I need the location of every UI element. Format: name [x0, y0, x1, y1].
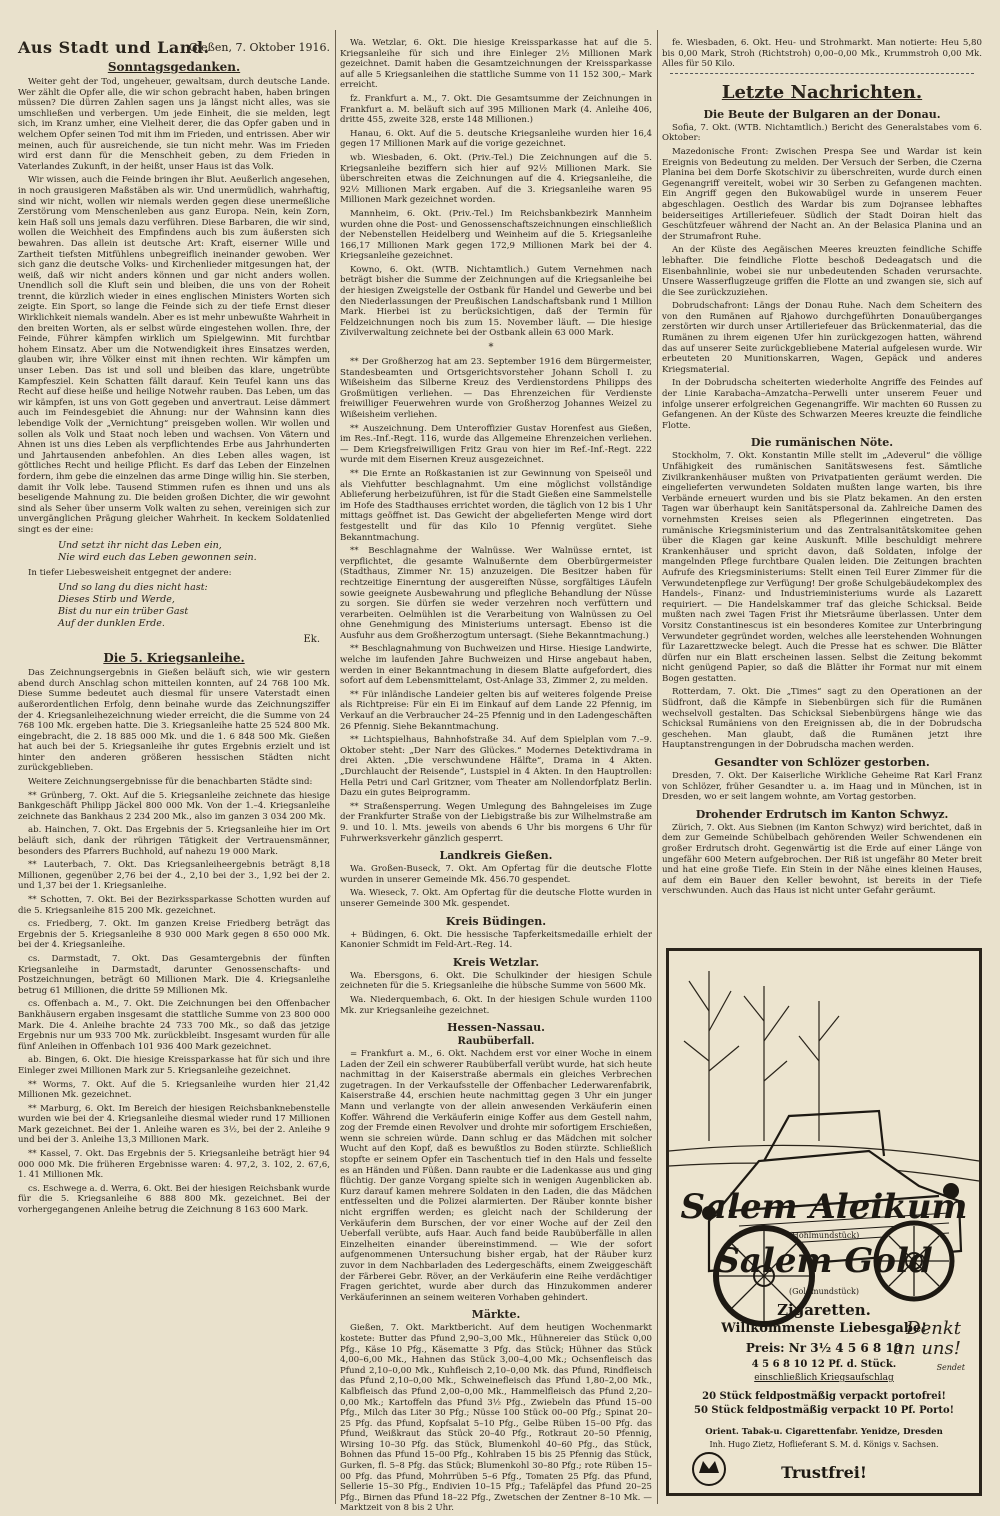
news-item: Kowno, 6. Okt. (WTB. Nichtamtlich.) Gutem Vernehmen nach beträgt bisher die Summe der Zeichnungen auf die Kriegsanleihe bei der hiesigen Zweigstelle der Ostbank für Handel und Gewerbe und bei den Niederlassungen der Preußischen Landschaftsbank rund 1 Million Mark. Hierbei ist zu berücksichtigen, daß der Termin für Feldzeichnungen noch bis zum 15. November läuft. — Die hiesige Zivilverwaltung zeichnete bei der Ostbank allein 63 000 Mark. — [340, 264, 652, 339]
news-item: ** Der Großherzog hat am 23. September 1916 dem Bürgermeister, Standesbeamten und Ortsgerichtsvorsteher Johann Scholl I. zu Wißeisheim das Silberne Kreuz des Verdienstordens Philipps des Großmütigen verliehen. — Das Ehrenzeichen für Verdienste freiwilliger Feuerwehren wurde von Großherzog Johannes Weizel zu Wißeisheim verliehen. — [340, 357, 652, 420]
news-item: + Büdingen, 6. Okt. Die hessische Tapferkeitsmedaille erhielt der Kanonier Schmidt im Feld-Art.-Reg. 14. — [340, 929, 652, 951]
ad-offer: 50 Stück feldpostmäßig verpackt 10 Pf. Porto! — [693, 1405, 955, 1416]
news-item: Wa. Wieseck, 7. Okt. Am Opfertag für die deutsche Flotte wurden in unserer Gemeinde 300 Mk. gespendet. — [340, 888, 652, 909]
ad-maker: Orient. Tabak-u. Cigarettenfabr. Yenidze, Dresden — [705, 1427, 943, 1437]
brand-salem-gold: Salem Gold — [715, 1241, 933, 1281]
news-item: ** Worms, 7. Okt. Auf die 5. Kriegsanleihe wurden hier 21,42 Millionen Mk. gezeichnet. — [18, 1079, 330, 1101]
ad-tagline: Willkommenste Liebesgabe! — [721, 1321, 927, 1336]
market-report: Gießen, 7. Okt. Marktbericht. Auf dem heutigen Wochenmarkt kostete: Butter das Pfund 2,90–3,00 Mk., Hühnereier das Stück 0,00 Pfg., Käse 10 Pfg., Käsematte 3 Pfg. das Stück; Hühner das Stück 4,00–6,00 Mk., Hahnen das Stück 3,00–4,00 Mk.; Ochsenfleisch das Pfund 2,10–0,00 Mk., Kuhfleisch 2,10–0,00 Mk. das Pfund, Rindfleisch das Pfund 2,10–0,00 Mk., Schweinefleisch das Pfund 1,80–2,00 Mk., Kalbfleisch das Pfund 2,00–0,00 Mk., Hammelfleisch das Pfund 2,20–0,00 Mk.; Kartoffeln das Pfund 3½ Pfg., Zwiebeln das Pfund 15–00 Pfg., Milch das Liter 30 Pfg.; Nüsse 100 Stück 00–00 Pfg.; Spinat 20–25 Pfg. das Pfund, Kopfsalat 5–10 Pfg., Gelbe Rüben 15–00 Pfg. das Pfund, Weißkraut das Stück 20–40 Pfg., Rotkraut 20–50 Pfennig, Wirsing 10–30 Pfg. das Stück, Blumenkohl 40–60 Pfg., das Stück, Bohnen das Pfund 15–00 Pfg., Kohlraben 15 bis 25 Pfennig das Stück, Gurken, fl. 5–8 Pfg. das Stück; Blumenkohl 30–80 Pfg.; rote Rüben 15–00 Pfg. das Pfund, Mohrrüben 5–6 Pfg., Tomaten 25 Pfg. das Pfund, Sellerie 15–30 Pfg., Endivien 10–15 Pfg.; Tafeläpfel das Pfund 20–25 Pfg., Birnen das Pfund 18–22 Pfg., Zwetschen der Zentner 8–10 Mk. — Marktzeit von 8 bis 2 Uhr. — [340, 1323, 652, 1514]
heading-erdrutsch: Drohender Erdrutsch im Kanton Schwyz. — [695, 807, 949, 821]
news-item: ** Kassel, 7. Okt. Das Ergebnis der 5. Kriegsanleihe beträgt hier 94 000 000 Mk. Die früheren Ergebnisse waren: 4. 97,2, 3. 102, 2. 67,6, 1. 41 Millionen Mk. — [18, 1149, 330, 1181]
heading-hessen-nassau: Hessen-Nassau. — [447, 1021, 545, 1035]
news-item: fe. Wiesbaden, 6. Okt. Heu- und Strohmarkt. Man notierte: Heu 5,80 bis 0,00 Mark, Stroh (Richtstroh) 0,00–0,00 Mk., Krummstroh 0,00 Mk. Alles für 50 Kilo. — [662, 38, 982, 70]
news-item: ** Beschlagnahme der Walnüsse. Wer Walnüsse erntet, ist verpflichtet, die gesamte Walnußernte dem Oberbürgermeister (Stadthaus, Zimmer Nr. 15) anzuzeigen. Die Besitzer haben für rechtzeitige Einerntung der ausgereiften Nüsse, sorgfältiges Läufeln sowie geeignete Ausbewahrung und pflegliche Behandlung der Nüsse zu sorgen. Sie dürfen sie weder verzehren noch verfüttern und verarbeiten. Oelmühlen ist die Verarbeitung von Walnüssen zu Oel ohne Genehmigung des Ministeriums untersagt. Ebenso ist die Ausfuhr aus dem Großherzogtum untersagt. (Siehe Bekanntmachung.) — [340, 546, 652, 641]
poem-line: Und setzt ihr nicht das Leben ein, — [58, 539, 222, 551]
price-label: Preis: Nr — [745, 1341, 807, 1355]
news-item: In der Dobrudscha scheiterten wiederholte Angriffe des Feindes auf der Linie Karabacha–Amzatcha–Perwelli unter unserem Feuer und infolge unserer erfolgreichen Gegenangriffe. Wir machten 60 Russen zu Gefangenen. An der Küste des Schwarzen Meeres kreuzte die feindliche Flotte. — [662, 378, 982, 431]
poem-line: Bist du nur ein trüber Gast — [58, 606, 189, 618]
poem-verse — [58, 582, 330, 630]
ad-price-row — [669, 1341, 979, 1355]
news-item: Sofia, 7. Okt. (WTB. Nichtamtlich.) Bericht des Generalstabes vom 6. Oktober: — [662, 122, 982, 144]
news-item: ** Lichtspielhaus, Bahnhofstraße 34. Auf dem Spielplan vom 7.–9. Oktober steht: „Der Narr des Glückes.“ Modernes Detektivdrama in drei Akten. „Die verschwundene Hälfte“, Drama in 4 Akten. „Durchlaucht der Reisende“, Lustspiel in 4 Akten. In den Hauptrollen: Hella Petri und Carl Gritzner, vom Theater am Nollendorfplatz Berlin. Dazu ein gutes Beiprogramm. — [340, 735, 652, 799]
news-item: ** Grünberg, 7. Okt. Auf die 5. Kriegsanleihe zeichnete das hiesige Bankgeschäft Philipp Jäckel 800 000 Mk. Von der 1.–4. Kriegsanleihe zeichnete das Bankhaus 2 234 200 Mk., also im ganzen 3 034 200 Mk. — [18, 790, 330, 822]
news-item: ** Schotten, 7. Okt. Bei der Bezirkssparkasse Schotten wurden auf die 5. Kriegsanleihe 815 200 Mk. gezeichnet. — [18, 895, 330, 916]
news-item: Dobrudschafront: Längs der Donau Ruhe. Nach dem Scheitern des von den Rumänen auf Rjahowo durchgeführten Donauüberganges zerstörten wir durch unser Artilleriefeuer das Brückenmaterial, das die Rumänen zu ihrem eigenen Ufer hin zurückgezogen hatten, während das auf unserer Seite zurückgebliebene Material aufgelesen wurde. Wir erbeuteten 20 Munitionskarren, Wagen, Gepäck und anderes Kriegsmaterial. — [662, 301, 982, 375]
ad-offer: 20 Stück feldpostmäßig verpackt portofrei! — [702, 1391, 946, 1402]
news-item: Rotterdam, 7. Okt. Die „Times“ sagt zu den Operationen an der Südfront, daß die Kämpfe in Siebenbürgen sich für die Rumänen wechselvoll gestalten. Das Schicksal Siebenbürgens hänge wie das Schicksal Rumäniens von den Ereignissen ab, die in der Dobrudscha geschehen. Man glaubt, daß die Rumänen jetzt ihre Hauptanstrengungen in der Dobrudscha machen werden. — [662, 687, 982, 751]
author-signature: Ek. — [303, 634, 320, 646]
news-item: ** Die Ernte an Roßkastanien ist zur Gewinnung von Speiseöl und als Viehfutter beschlagnahmt. Um eine möglichst vollständige Ablieferung herbeizuführen, ist für die Stadt Gießen eine Sammelstelle im Hofe des Stadthauses errichtet worden, die täglich von 12 bis 1 Uhr mittags geöffnet ist. Das Gewicht der abgelieferten Menge wird dort festgestellt und für das Kilo 10 Pfennig vergütet. Siehe Bekanntmachung. — [340, 468, 652, 543]
poem-line: Und so lang du dies nicht hast: — [58, 582, 208, 594]
article-paragraph: Wir wissen, auch die Feinde bringen ihr Blut. Aeußerlich angesehen, in noch grausigeren Maßstäben als wir. Und unermüdlich, wahrhaftig, sind wir nicht, wollen wir niemals werden gegen diese unermeßliche Zerstörung vom Menschenleben aus ganz Europa. Nein, kein Zorn, kein Haß soll uns jemals dazu verführen. Diese Barbaren, die wir sind, wollen die Weichheit des Empfindens auch bis zum äußersten sich bewahren. Das allein ist deutsche Art: Kraft, eiserner Wille und Zartheit tiefsten Mitfühlens unbegreiflich ineinander gewoben. Wer sich ganz die deutsche Volks- und Kirchenlieder mitgesungen hat, der weiß, daß wir nicht anders können und gar nicht anders wollen. Unendlich soll die Kluft sein und bleiben, die uns von der Roheit trennt, die kürzlich wieder in eines englischen Ministers Worten sich zeigte. Ein Sport, so lange die Feinde sich zu der tiefe Ernst dieser Wirklichkeit niemals wandeln. Aber es ist mehr unbewußte Wahrheit in den breiten Worten, als er selbst würde eingestehen wollen. Ihre, der Feinde, Führer kämpfen wirklich um Spielgewinn. Mit furchtbar hohem Einsatz. Aber um die Notwendigkeit ihres Einsatzes werden, glauben wir, ihre Völker einst mit ihnen rechten. Wir kämpfen um unser Leben. Das ist und soll und bleiben das klare, ungetrübte Kampfesziel. Kein Schatten fällt darauf. Kein Teufel kann uns das Recht auf diese heiße und heilige Notwehr rauben. Das Leben, um das wir kämpfen, ist uns von Gott gegeben und anvertraut. Leise dämmert auch im Feindesgebiet die Ahnung: nur der Wahnsinn kann dies lebendige Volk der „Vernichtung“ preisgeben wollen. Wir wollen und sollen als Volk und Staat noch leben und wachsen. Von Vätern und Ahnen ist uns dies Leben als verpflichtendes Erbe aus Jahrhunderten und Jahrtausenden anbefohlen. An dies Leben alles wagen, ist göttliches Recht und heilige Pflicht. Es darf das Leben der Einzelnen fordern, ihm gebe die einzelnen das arme Dinge willig hin. Sie sterben, damit ihr Volk lebe. Tausend Stimmen rufen es ihnen und uns als beseligende Mahnung zu. Die beiden großen Dichter, die wir gewohnt sind als Seher über unserm Volk walten zu sehen, vereinigen sich zur unvergänglichen Prägung gleicher Wahrheit. In keckem Soldatenlied singt es der eine: — [18, 175, 330, 535]
heading-landkreis: Landkreis Gießen. — [439, 849, 553, 863]
news-item: wb. Wiesbaden, 6. Okt. (Priv.-Tel.) Die Zeichnungen auf die 5. Kriegsanleihe beziffern sich hier auf 92½ Millionen Mark. Sie überschreiten etwas die Zeichnungen auf die 4. Kriegsanleihe, die 92½ Millionen Mark ergaben. Auf die 3. Kriegsanleihe waren 95 Millionen Mark gezeichnet worden. — [340, 152, 652, 206]
section-masthead: Aus Stadt und Land. — [18, 38, 210, 57]
news-item: cs. Darmstadt, 7. Okt. Das Gesamtergebnis der fünften Kriegsanleihe in Darmstadt, darunter Genossenschafts- und Postzeichnungen, beträgt 60 Millionen Mark. Die 4. Kriegsanleihe betrug 61 Millionen, die dritte 59 Millionen Mk. — [18, 953, 330, 996]
news-item: ** Lauterbach, 7. Okt. Das Kriegsanleiheergebnis beträgt 8,18 Millionen, gegenüber 2,76 bei der 4., 2,10 bei der 3., 1,92 bei der 2. und 1,37 bei der 1. Kriegsanleihe. — [18, 860, 330, 892]
brand-subtitle: (Goldmundstück) — [789, 1287, 859, 1296]
article-paragraph: In tiefer Liebesweisheit entgegnet der andere: — [28, 567, 232, 578]
news-item: cs. Offenbach a. M., 7. Okt. Die Zeichnungen bei den Offenbacher Bankhäusern ergaben insgesamt die stattliche Summe von 23 800 000 Mark. Die 4. Anleihe brachte 24 733 700 Mk., so daß das jetzige Ergebnis nur um 933 700 Mk. zurückbleibt. Insgesamt wurden für alle fünf Anleihen in Offenbach 101 936 400 Mark gezeichnet. — [18, 999, 330, 1052]
heading-kriegsanleihe: Die 5. Kriegsanleihe. — [103, 651, 245, 666]
brand-salem-aleikum: Salem Aleikum — [680, 1187, 968, 1227]
section-star: * — [488, 342, 494, 354]
news-item: Wa. Wetzlar, 6. Okt. Die hiesige Kreissparkasse hat auf die 5. Kriegsanleihe für sich und ihre Einleger 2½ Millionen Mark gezeichnet. Damit haben die Gesamtzeichnungen der Kreissparkasse auf alle 5 Kriegsanleihen die stattliche Summe von 11 152 300,– Mark erreicht. — [340, 38, 652, 91]
heading-rumaenische-noete: Die rumänischen Nöte. — [750, 436, 894, 450]
poem-line: Auf der dunklen Erde. — [58, 618, 165, 630]
news-item: Wa. Ebersgons, 6. Okt. Die Schulkinder der hiesigen Schule zeichneten für die 5. Kriegsanleihe die hübsche Summe von 5600 Mk. — [340, 970, 652, 992]
brand-subtitle: (Hohlmundstück) — [788, 1231, 860, 1240]
news-item: Wa. Niederquembach, 6. Okt. In der hiesigen Schule wurden 1100 Mk. zur Kriegsanleihe gezeichnet. — [340, 994, 652, 1016]
news-item: Wa. Großen-Buseck, 7. Okt. Am Opfertag für die deutsche Flotte wurden in unserer Gemeinde Mk. 456.70 gespendet. — [340, 864, 652, 885]
column-rule — [657, 30, 658, 1504]
news-item: cs. Eschwege a. d. Werra, 6. Okt. Bei der hiesigen Reichsbank wurde für die 5. Kriegsanleihe 6 888 800 Mk. gezeichnet. Bei der vorhergegangenen Anleihe betrug die Zeichnung 8 163 600 Mark. — [18, 1183, 330, 1216]
article-paragraph: Das Zeichnungsergebnis in Gießen beläuft sich, wie wir gestern abend durch Anschlag schon mitteilen konnten, auf 24 768 100 Mk. Diese Summe bedeutet auch diesmal für unsere Vaterstadt einen außerordentlichen Erfolg, denn beinahe wurde das Zeichnungsziffer der 4. Kriegsanleihezeichnung wieder erreicht, die die Summe von 24 768 100 Mk. ergeben hatte. Die 3. Kriegsanleihe hatte 25 524 800 Mk. eingebracht, die 2. 18 885 000 Mk. und die 1. 6 848 500 Mk. Gießen hat auch bei der 5. Kriegsanleihe ihr gutes Ergebnis erzielt und ist hinter den anderen größeren hessischen Städten nicht zurückgeblieben. — [18, 668, 330, 774]
article-paragraph: Weitere Zeichnungsergebnisse für die benachbarten Städte sind: — [28, 777, 313, 788]
ad-tax-note: einschließlich Kriegsaufschlag — [754, 1373, 894, 1383]
heading-raubueberfall: Raubüberfall. — [457, 1036, 535, 1048]
slogan-line: Denkt — [906, 1318, 961, 1339]
slogan-line: an uns! — [893, 1338, 961, 1359]
news-item: cs. Friedberg, 7. Okt. Im ganzen Kreise Friedberg beträgt das Ergebnis der 5. Kriegsanleihe 8 930 000 Mark gegen 8 650 000 Mk. bei der 4. Kriegsanleihe. — [18, 919, 330, 951]
heading-kreis-wetzlar: Kreis Wetzlar. — [452, 955, 540, 969]
ad-trustfrei: Trustfrei! — [781, 1463, 867, 1482]
ad-sender-note: Sendet — [936, 1363, 965, 1372]
article-paragraph: Weiter geht der Tod, ungeheuer, gewaltsam, durch deutsche Lande. Wer zählt die Opfer alle, die wir schon gebracht haben, haben bringen müssen? Die dürren Zahlen sagen uns ja längst nicht alles, was sie umschließen und verbergen. Um jede Einheit, die sie melden, legt sich, im Kranz umher, eine Vielheit derer, die das Opfer gaben und in welchem Opfer seinen Tod mit ihm im Frieden, und entrissen. Aber wir meinen, auch für ausreichende, sie tun nicht mehr. Was im Frieden wird erst dann für die Menschheit geben, zu dem Frieden in Vaterlandes Zukunft, in der heißt, unser Haus ist das Volk. — [18, 77, 330, 172]
ad-price-row-2: 4 5 6 8 10 12 Pf. d. Stück. — [751, 1359, 897, 1370]
dateline: Gießen, 7. Oktober 1916. — [188, 41, 330, 54]
heading-sonntagsgedanken: Sonntagsgedanken. — [107, 60, 241, 74]
news-item: Hanau, 6. Okt. Auf die 5. deutsche Kriegsanleihe wurden hier 16,4 gegen 17 Millionen Mark auf die vorige gezeichnet. — [340, 128, 652, 150]
news-item: An der Küste des Aegäischen Meeres kreuzten feindliche Schiffe lebhafter. Die feindliche Flotte beschoß Dedeagatsch und die Eisenbahnlinie, wobei sie nur unbedeutenden Schaden verursachte. Unsere Wasserflugzeuge griffen die Flotte an und zwangen sie, sich auf die See zurückzuziehen. — [662, 245, 982, 298]
news-item: ** Straßensperrung. Wegen Umlegung des Bahngeleises im Zuge der Frankfurter Straße von der Liebigstraße bis zur Wilhelmstraße am 9. und 10. l. Mts. jeweils von abends 6 Uhr bis morgens 6 Uhr für Fuhrwerksverkehr gänzlich gesperrt. — [340, 801, 652, 844]
news-item: = Frankfurt a. M., 6. Okt. Nachdem erst vor einer Woche in einem Laden der Zeil ein schwerer Raubüberfall verübt wurde, hat sich heute nachmittag in der Kaiserstraße abermals ein gleiches Verbrechen zugetragen. In der Verkaufsstelle der Offenbacher Lederwarenfabrik, Kaiserstraße 44, erschien heute nachmittag gegen 3 Uhr ein junger Mann und verlangte von der allein anwesenden Verkäuferin einen Koffer. Während die Verkäuferin einige Koffer aus dem Gestell nahm, zog der Fremde einen Revolver und drohte mir sofortigem Erschießen, wenn sie schreien würde. Dann schlug er das Mädchen mit solcher Wucht auf den Kopf, daß es bewußtlos zu Boden stürzte. Schließlich stopfte er seinem Opfer ein Taschentuch tief in den Hals und fesselte es an Händen und Füßen. Dann raubte er die Ladenkasse aus und ging flüchtig. Der ganze Vorgang spielte sich in wenigen Augenblicken ab. Kurz darauf kamen mehrere Soldaten in den Laden, die das Mädchen entfesselten und die Polizei alarmierten. Der Räuber konnte bisher nicht ergriffen werden; es gleicht nach der Schilderung der Verkäuferin dem Burschen, der vor einer Woche auf der Zeil den Ueberfall verübte, aufs Haar. Auch fand beide Raubüberfälle in allen Einzelheiten einander übereinstimmend. — Wie der sofort aufgenommenen Untersuchung bisher ergab, hat der Räuber kurz zuvor in dem Nachbarladen des Ledergeschäfts, einem Zweiggeschäft der Färberei Gebr. Röver, an der Verkäuferin eine Reihe verdächtiger Fragen gerichtet, wurde aber durch das Hinzukommen anderer Verkäuferinnen an seinem weiteren Vorhaben gehindert. — [340, 1049, 652, 1303]
news-item: ab. Bingen, 6. Okt. Die hiesige Kreissparkasse hat für sich und ihre Einleger zwei Millionen Mark zur 5. Kriegsanleihe gezeichnet. — [18, 1055, 330, 1076]
heading-schloezer: Gesandter von Schlözer gestorben. — [714, 756, 930, 770]
ad-product: Zigaretten. — [777, 1301, 871, 1319]
poem-line: Nie wird euch das Leben gewonnen sein. — [58, 551, 257, 563]
divider — [670, 73, 974, 74]
news-item: ** Für inländische Landeier gelten bis auf weiteres folgende Preise als Richtpreise: Für ein Ei im Einkauf auf dem Lande 22 Pfennig, im Verkauf an die Verbraucher 24–25 Pfennig und in den Ladengeschäften 26 Pfennig. Siehe Bekanntmachung. — [340, 689, 652, 732]
column-middle — [340, 38, 652, 1514]
news-item: ab. Hainchen, 7. Okt. Das Ergebnis der 5. Kriegsanleihe hier im Ort beläuft sich, dank der rührigen Tätigkeit der Vertrauensmänner, besonders des Pfarrers Buchhold, auf nahezu 19 000 Mark. — [18, 825, 330, 857]
heading-kreis-buedingen: Kreis Büdingen. — [445, 914, 547, 928]
news-item: ** Auszeichnung. Dem Unteroffizier Gustav Horenfest aus Gießen, im Res.-Inf.-Regt. 116, wurde das Allgemeine Ehrenzeichen verliehen. — Dem Kriegsfreiwilligen Fritz Grau von hier im Ref.-Inf.-Regt. 222 wurde mit dem Eisernen Kreuz ausgezeichnet. — [340, 423, 652, 466]
cigarette-advertisement — [666, 948, 982, 1496]
heading-beute-bulgaren: Die Beute der Bulgaren an der Donau. — [703, 107, 941, 121]
column-left — [18, 38, 330, 1506]
poem-verse — [58, 540, 330, 564]
price-numbers: 3½ 4 5 6 8 10 — [810, 1341, 903, 1355]
heading-letzte-nachrichten: Letzte Nachrichten. — [721, 81, 923, 103]
news-item: ** Marburg, 6. Okt. Im Bereich der hiesigen Reichsbanknebenstelle wurden wie bei der 4. Kriegsanleihe diesmal wieder rund 17 Millionen Mark gezeichnet. Bei der 1. Anleihe waren es 3½, bei der 2. Anleihe 9 und bei der 3. Anleihe 13,3 Millionen Mark. — [18, 1103, 330, 1146]
poem-line: Dieses Stirb und Werde, — [58, 594, 175, 606]
news-item: Mazedonische Front: Zwischen Prespa See und Wardar ist kein Ereignis von Bedeutung zu melden. Der Versuch der Serben, die Czerna Planina bei dem Dorfe Skotschivir zu überschreiten, wurde durch einen Gegenangriff vereitelt, wobei wir 30 Serben zu Gefangenen machten. Ein Angriff gegen den Bukowabügel wurde in unserem Feuer abgeschlagen. Oestlich des Wardar bis zum Dojransee lebhaftes beiderseitiges Artilleriefeuer. Südlich der Stadt Doiran hielt das Geschützfeuer während der Nacht an. An der Belasica Planina und an der Strumafront Ruhe. — [662, 146, 982, 242]
news-item: Mannheim, 6. Okt. (Priv.-Tel.) Im Reichsbankbezirk Mannheim wurden ohne die Post- und Genossenschaftszeichnungen einschließlich der Nebenstellen Heidelberg und Weinheim auf die 5. Kriegsanleihe 166,17 Millionen Mark gegen 172,9 Millionen Mark bei der 4. Kriegsanleihe gezeichnet. — [340, 208, 652, 262]
news-item: Stockholm, 7. Okt. Konstantin Mille stellt im „Adeverul“ die völlige Unfähigkeit des rumänischen Sanitätswesens fest. Sämtliche Zivilkrankenhäuser mußten von Privatpatienten geräumt werden. Die eingelieferten verwundeten Soldaten mußten lange warten, bis ihre Verbände erneuert wurden und bis sie Platz bekamen. An den ersten Tagen war überhaupt kein Sanitätspersonal da. Zahlreiche Damen des vornehmsten Kreises seien als Pflegerinnen eingetreten. Das rumänische Kriegsministerium und das Zentralsanitätskomitee gehen über die Klagen gar keine Auskunft. Mille beschuldigt mehrere Krankenhäuser und spricht davon, daß Soldaten, infolge der mangelnden Pflege furchtbare Qualen leiden. Die Zeitungen brachten Aufrufe des Kriegsministeriums: Stellt einen Teil Eurer Zimmer für die Verwundetenpflege zur Verfügung! Der große Schulgebäudekomplex des Handels-, Finanz- und Industrieministeriums wurde als Lazarett requiriert. — Die Handelskammer traf das gleiche Schicksal. Beide mußten nach zwei Tagen Frist ihr Mietsräume überlassen. Unter dem Vorsitz Constantinescus ist ein besonderes Komitee zur Unterbringung Verwundeter gegründet worden, welches alle leerstehenden Wohnungen für Lazarettzwecke belegt. Auch die Presse hat es schwer. Die Blätter dürfen nur ein Blatt erscheinen lassen. Selbst die Zeitung bekommt nicht genügend Papier, so daß die Blätter ihr Format nur mit einem Bogen gestatten. — [662, 451, 982, 684]
heading-maerkte: Märkte. — [471, 1308, 521, 1322]
news-item: fz. Frankfurt a. M., 7. Okt. Die Gesamtsumme der Zeichnungen in Frankfurt a. M. beläuft sich auf 395 Millionen Mark (4. Anleihe 406, dritte 455, zweite 328, erste 148 Millionen.) — [340, 93, 652, 126]
news-item: ** Beschlagnahmung von Buchweizen und Hirse. Hiesige Landwirte, welche im laufenden Jahre Buchweizen und Hirse angebaut haben, werden in einer Bekanntmachung in diesem Blatte aufgefordert, dies sofort auf dem Lebensmittelamt, Ost-Anlage 33, Zimmer 2, zu melden. — [340, 644, 652, 687]
column-rule — [335, 30, 336, 1504]
ad-maker: Inh. Hugo Zietz, Hoflieferant S. M. d. Königs v. Sachsen. — [709, 1440, 939, 1449]
news-item: Dresden, 7. Okt. Der Kaiserliche Wirkliche Geheime Rat Karl Franz von Schlözer, früher Gesandter u. a. im Haag und in München, ist in Dresden, wo er seit langem wohnte, am Vortag gestorben. — [662, 771, 982, 803]
news-item: Zürich, 7. Okt. Aus Siebnen (im Kanton Schwyz) wird berichtet, daß in dem zur Gemeinde Schübelbach gehörenden Weiler Schwendenen ein großer Erdrutsch droht. Gegenwärtig ist die Erde auf einer Länge von ungefähr 600 Metern aufgebrochen. Der Riß ist ungefähr 80 Meter breit und hat eine große Tiefe. Ein Stein in der Nähe eines kleinen Hauses, auf dem ein Bauer den Keller bewohnt, ist bereits in der Tiefe verschwunden. Auch das Haus ist nicht unter Gefahr geräumt. — [662, 822, 982, 897]
